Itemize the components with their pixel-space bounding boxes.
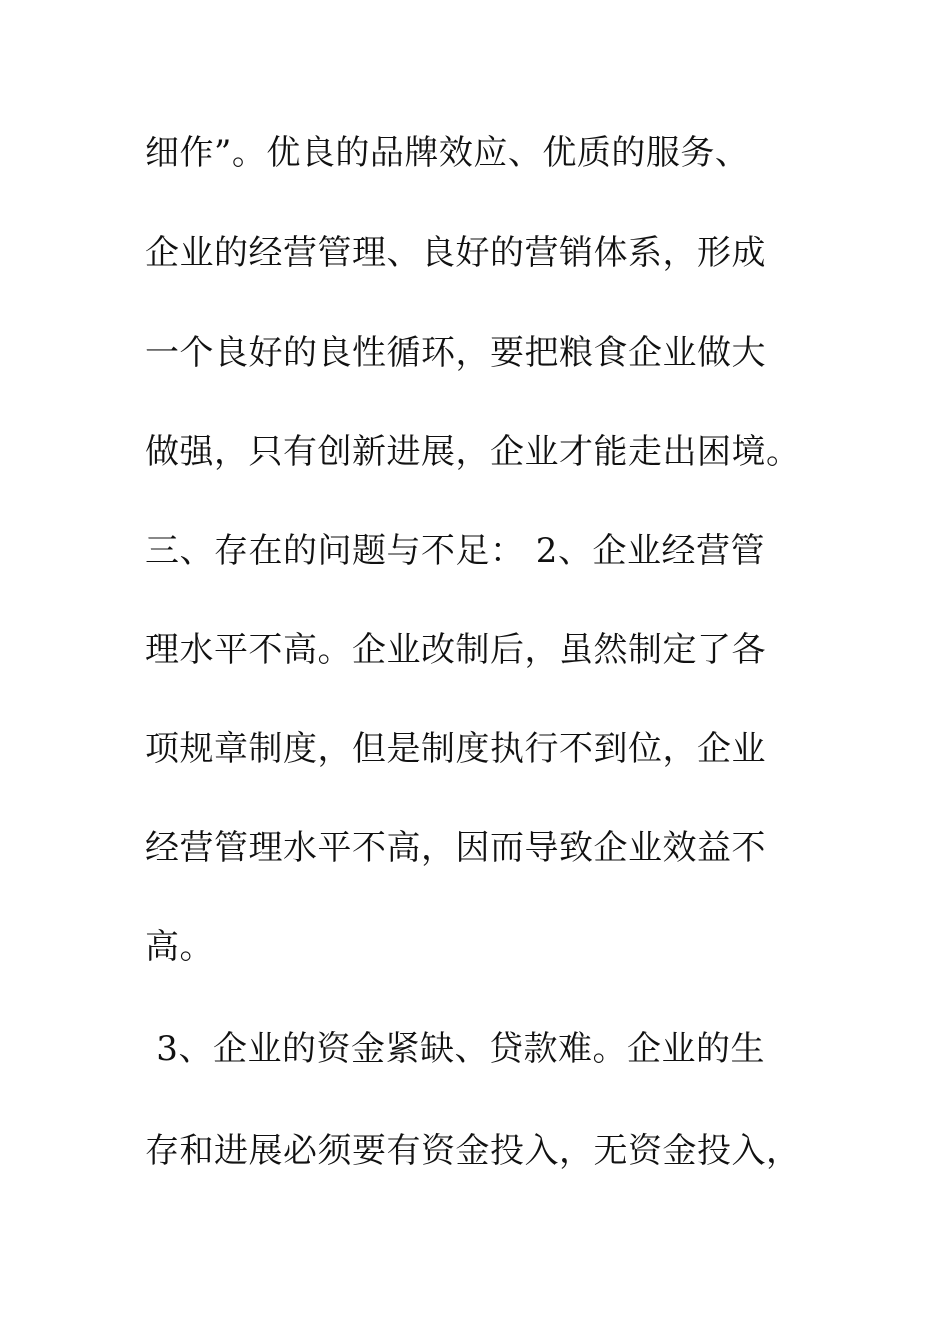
text-line: 理水平不高。企业改制后，虽然制定了各 [145, 630, 766, 670]
section-heading-line: 三、存在的问题与不足： 2、企业经营管 [145, 531, 765, 571]
text-line: 一个良好的良性循环，要把粮食企业做大 [145, 333, 766, 373]
text-line: 经营管理水平不高，因而导致企业效益不 [145, 828, 766, 868]
text-line: 做强，只有创新进展，企业才能走出困境。 [145, 432, 801, 472]
text-line: 项规章制度，但是制度执行不到位，企业 [145, 729, 766, 769]
text-line: 3、企业的资金紧缺、贷款难。企业的生 [145, 1029, 765, 1069]
text-line: 高。 [145, 927, 214, 967]
text-line: 细作”。优良的品牌效应、优质的服务、 [145, 133, 750, 173]
text-line: 存和进展必须要有资金投入，无资金投入， [145, 1131, 801, 1171]
text-line: 企业的经营管理、良好的营销体系，形成 [145, 233, 766, 273]
